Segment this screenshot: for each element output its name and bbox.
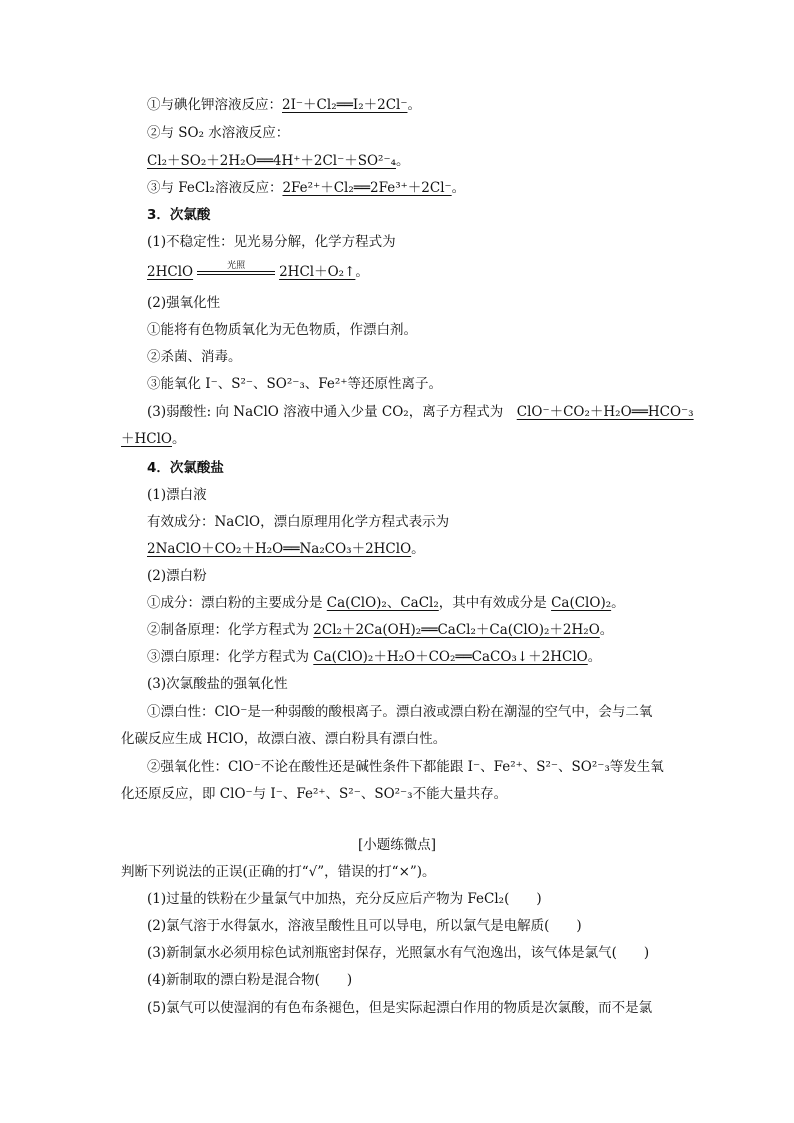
bleach-liquid-heading: (1)漂白液 <box>147 487 207 503</box>
equation-answer: ＋HClO <box>121 431 172 447</box>
strong-oxidizing-line1: ②强氧化性：ClO⁻不论在酸性还是碱性条件下都能跟 I⁻、Fe²⁺、S²⁻、SO²⁻₃等发生氧 <box>147 759 664 775</box>
item-so2-reaction-eq <box>147 152 410 170</box>
exercise-question-3: (3)新制氯水必须用棕色试剂瓶密封保存，光照氯水有气泡逸出，该气体是氯气( ) <box>147 945 650 961</box>
hclo-oxidizing-a: ①能将有色物质氧化为无色物质，作漂白剂。 <box>147 322 417 338</box>
equation-left: 2HClO <box>147 264 194 280</box>
equation-right: 2HCl＋O₂↑ <box>279 264 356 280</box>
item-label: ③与 FeCl₂溶液反应： <box>147 180 283 196</box>
item-so2-reaction-label: ②与 SO₂ 水溶液反应： <box>147 125 290 141</box>
text-mid: ，其中有效成分是 <box>438 595 547 611</box>
bleach-powder-principle <box>147 648 601 666</box>
equation-answer: ClO⁻＋CO₂＋H₂O══HCO⁻₃ <box>516 404 694 420</box>
hclo-oxidizing-c: ③能氧化 I⁻、S²⁻、SO²⁻₃、Fe²⁺等还原性离子。 <box>147 376 442 392</box>
punctuation: 。 <box>411 541 425 557</box>
item-label: ①与碘化钾溶液反应： <box>147 97 282 113</box>
hclo-oxidizing-heading: (2)强氧化性 <box>147 295 221 311</box>
bleach-powder-composition <box>147 594 625 612</box>
equation-answer: 2Fe²⁺＋Cl₂══2Fe³⁺＋2Cl⁻ <box>282 180 452 196</box>
answer-blank: Ca(ClO)₂ <box>551 595 612 611</box>
hclo-oxidizing-b: ②杀菌、消毒。 <box>147 349 242 365</box>
bleach-liquid-eq <box>147 540 425 558</box>
punctuation: 。 <box>355 264 369 280</box>
punctuation: 。 <box>451 180 466 196</box>
exercise-question-5: (5)氯气可以使湿润的有色布条褪色，但是实际起漂白作用的物质是次氯酸，而不是氯 <box>147 1000 653 1016</box>
item-ki-reaction <box>147 96 421 114</box>
equation-answer: 2Cl₂＋2Ca(OH)₂══CaCl₂＋Ca(ClO)₂＋2H₂O <box>313 622 600 638</box>
punctuation: 。 <box>172 431 186 447</box>
equation-answer: 2NaClO＋CO₂＋H₂O══Na₂CO₃＋2HClO <box>147 541 412 557</box>
strong-oxidizing-line2: 化还原反应，即 ClO⁻与 I⁻、Fe²⁺、S²⁻、SO²⁻₃不能大量共存。 <box>121 786 508 802</box>
item-fecl2-reaction <box>147 179 465 197</box>
hclo-weak-acid-cont <box>121 430 186 448</box>
exercise-question-1: (1)过量的铁粉在少量氯气中加热，充分反应后产物为 FeCl₂( ) <box>147 891 542 907</box>
punctuation: 。 <box>599 622 614 638</box>
bleach-powder-preparation <box>147 621 613 639</box>
exercise-intro: 判断下列说法的正误(正确的打“√”，错误的打“×”)。 <box>121 864 436 880</box>
item-label: ②制备原理：化学方程式为 <box>147 622 309 638</box>
hclo-weak-acid <box>147 403 694 421</box>
answer-blank: Ca(ClO)₂、CaCl₂ <box>326 595 439 611</box>
equation-answer: Cl₂＋SO₂＋2H₂O══4H⁺＋2Cl⁻＋SO²⁻₄ <box>147 153 396 169</box>
exercise-title: [小题练微点] <box>357 837 437 853</box>
punctuation: 。 <box>611 595 625 611</box>
bleaching-property-line1: ①漂白性：ClO⁻是一种弱酸的酸根离子。漂白液或漂白粉在潮湿的空气中，会与二氧 <box>147 704 653 720</box>
bleach-liquid-a: 有效成分：NaClO，漂白原理用化学方程式表示为 <box>147 514 450 530</box>
hypochlorite-oxidizing-heading: (3)次氯酸盐的强氧化性 <box>147 676 288 692</box>
equation-answer: Ca(ClO)₂＋H₂O＋CO₂══CaCO₃↓＋2HClO <box>313 649 588 665</box>
condition-label: 光照 <box>227 261 246 271</box>
punctuation: 。 <box>587 649 602 665</box>
bleaching-property-line2: 化碳反应生成 HClO，故漂白液、漂白粉具有漂白性。 <box>121 731 447 747</box>
exercise-question-2: (2)氯气溶于水得氯水，溶液呈酸性且可以导电，所以氯气是电解质( ) <box>147 918 582 934</box>
exercise-question-4: (4)新制取的漂白粉是混合物( ) <box>147 972 353 988</box>
equation-answer: 2I⁻＋Cl₂══I₂＋2Cl⁻ <box>282 97 408 113</box>
hclo-decomposition-eq <box>147 263 369 281</box>
punctuation: 。 <box>396 153 410 169</box>
item-label: (3)弱酸性: 向 NaClO 溶液中通入少量 CO₂，离子方程式为 <box>147 404 504 420</box>
item-label: ③漂白原理：化学方程式为 <box>147 649 309 665</box>
section-heading-hclo: 3．次氯酸 <box>147 207 211 223</box>
item-label: ①成分：漂白粉的主要成分是 <box>147 595 323 611</box>
section-heading-hypochlorite: 4．次氯酸盐 <box>147 460 224 476</box>
punctuation: 。 <box>407 97 421 113</box>
bleach-powder-heading: (2)漂白粉 <box>147 568 207 584</box>
hclo-instability: (1)不稳定性：见光易分解，化学方程式为 <box>147 234 396 250</box>
reaction-condition-arrow <box>193 263 279 281</box>
